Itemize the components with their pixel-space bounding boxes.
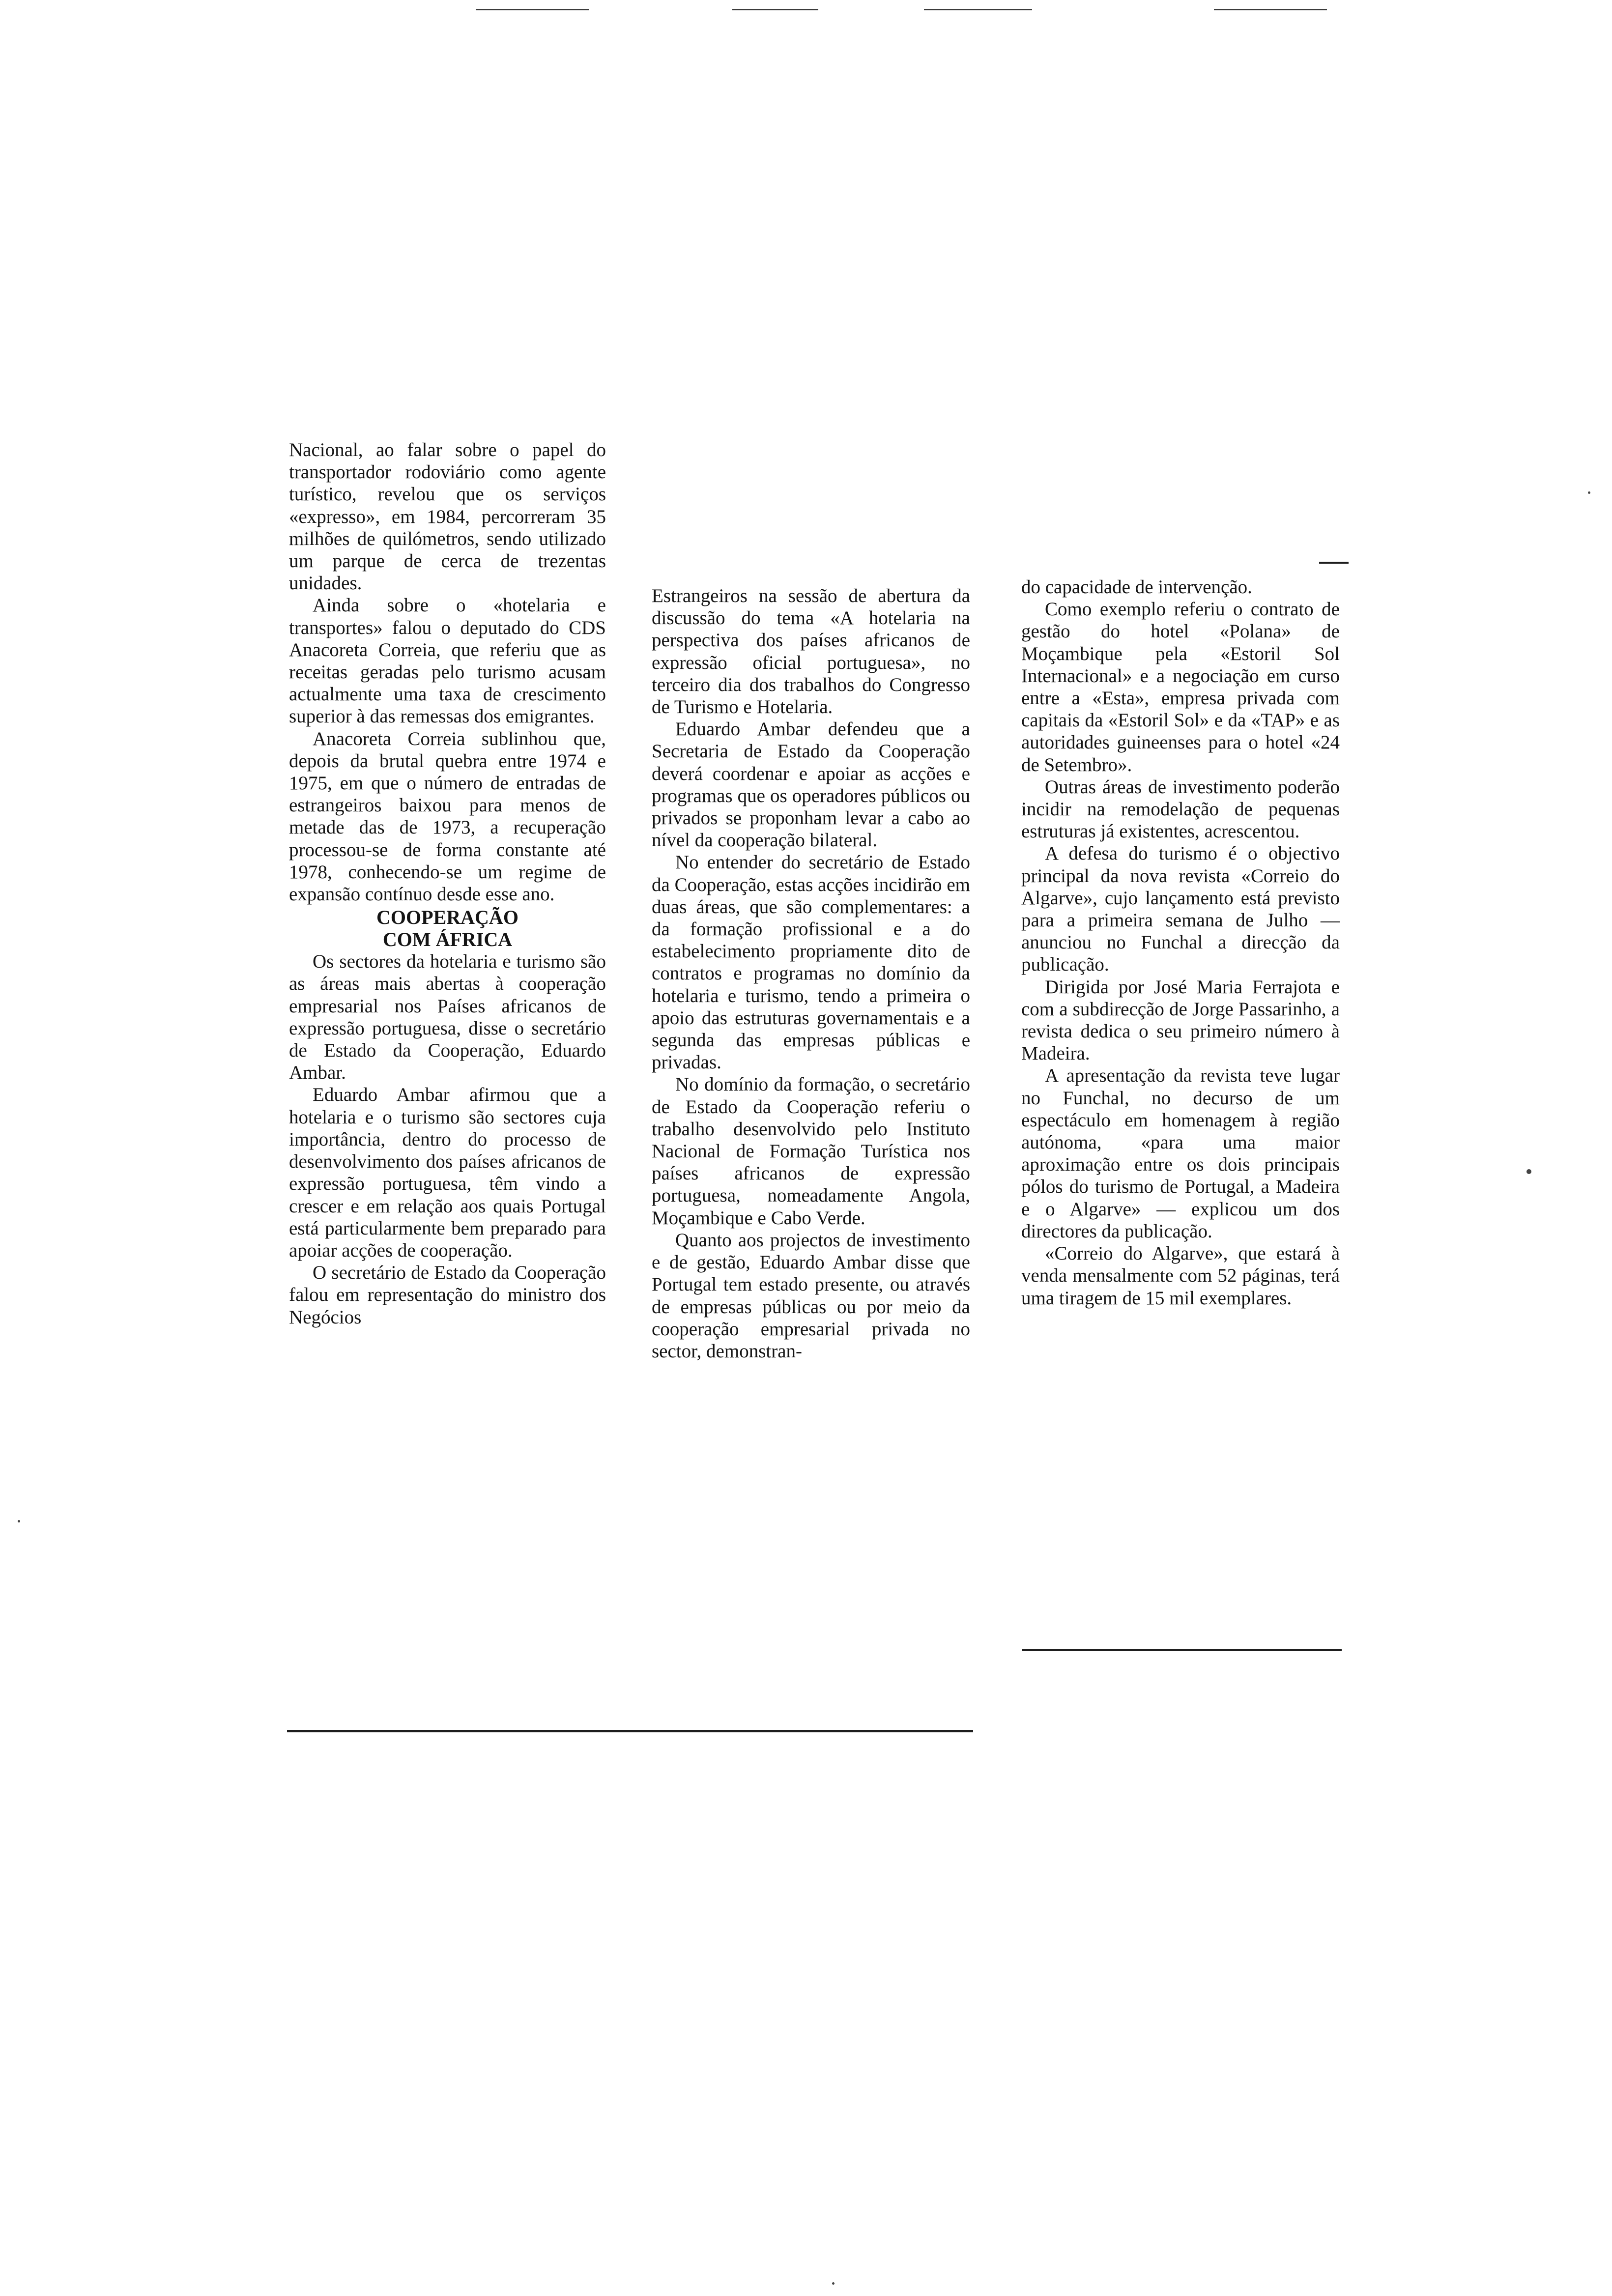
section-heading-line: COM ÁFRICA xyxy=(382,928,513,951)
paragraph: Ainda sobre o «hotelaria e transportes» falou o deputado do CDS Anacoreta Correia, que referiu que as receitas geradas pelo turismo acusam actualmente uma taxa de crescimento superior à das remessas dos emigrantes. xyxy=(289,595,606,727)
paragraph: Outras áreas de investimento poderão incidir na remodelação de pequenas estruturas já existentes, acrescentou. xyxy=(1021,776,1340,842)
column-end-rule xyxy=(287,1730,973,1732)
scan-speck xyxy=(1526,1169,1531,1174)
article-column-2 xyxy=(652,585,970,1362)
paragraph: No entender do secretário de Estado da Cooperação, estas acções incidirão em duas áreas, que são complementares: a da formação profissional e a do estabelecimento propriamente dito de contratos e programas no domínio da hotelaria e turismo, tendo a primeira o apoio das estruturas governamentais e a segunda das empresas públicas e privadas. xyxy=(652,852,970,1073)
paragraph: Como exemplo referiu o contrato de gestão do hotel «Polana» de Moçambique pela «Estoril Sol Internacional» e a negociação em curso entre a «Esta», empresa privada com capitais da «Estoril Sol» e da «TAP» e as autoridades guineenses para o hotel «24 de Setembro». xyxy=(1021,599,1340,775)
paragraph: Estrangeiros na sessão de abertura da discussão do tema «A hotelaria na perspectiva dos países africanos de expressão oficial portuguesa», no terceiro dia dos trabalhos do Congresso de Turismo e Hotelaria. xyxy=(652,585,970,718)
paragraph: Eduardo Ambar defendeu que a Secretaria de Estado da Cooperação deverá coordenar e apoiar as acções e programas que os operadores públicos ou privados se proponham levar a cabo ao nível da cooperação bilateral. xyxy=(652,718,970,851)
paragraph: No domínio da formação, o secretário de Estado da Cooperação referiu o trabalho desenvolvido pelo Instituto Nacional de Formação Turística nos países africanos de expressão portuguesa, nomeadamente Angola, Moçambique e Cabo Verde. xyxy=(652,1074,970,1229)
paragraph: do capacidade de intervenção. xyxy=(1021,576,1252,598)
scan-speck xyxy=(832,2282,835,2285)
article-column-1 xyxy=(289,439,606,1328)
scan-artifact-line xyxy=(1214,9,1327,10)
paragraph: O secretário de Estado da Cooperação falou em representação do ministro dos Negócios xyxy=(289,1262,606,1328)
section-heading xyxy=(289,906,606,950)
paragraph: Quanto aos projectos de investimento e de gestão, Eduardo Ambar disse que Portugal tem estado presente, ou através de empresas públicas ou por meio da cooperação empresarial privada no sector, demonstran- xyxy=(652,1229,970,1362)
column-end-rule xyxy=(1022,1649,1342,1651)
section-heading-line: COOPERAÇÃO xyxy=(376,906,518,929)
paragraph: Nacional, ao falar sobre o papel do transportador rodoviário como agente turístico, revelou que os serviços «expresso», em 1984, percorreram 35 milhões de quilómetros, sendo utilizado um parque de cerca de trezentas unidades. xyxy=(289,439,606,594)
paragraph: Anacoreta Correia sublinhou que, depois da brutal quebra entre 1974 e 1975, em que o número de entradas de estrangeiros baixou para menos de metade das de 1973, a recuperação processou-se de forma constante até 1978, conhecendo-se um regime de expansão contínuo desde esse ano. xyxy=(289,728,606,905)
article-column-3 xyxy=(1021,576,1340,1309)
paragraph: A apresentação da revista teve lugar no Funchal, no decurso de um espectáculo em homenagem à região autónoma, «para uma maior aproximação entre os dois principais pólos do turismo de Portugal, a Madeira e o Algarve» — explicou um dos directores da publicação. xyxy=(1021,1065,1340,1242)
scan-artifact-line xyxy=(476,9,589,10)
paragraph: Dirigida por José Maria Ferrajota e com a subdirecção de Jorge Passarinho, a revista dedica o seu primeiro número à Madeira. xyxy=(1021,976,1340,1064)
scan-artifact-line xyxy=(924,9,1032,10)
scan-speck xyxy=(1588,491,1590,494)
paragraph: Eduardo Ambar afirmou que a hotelaria e o turismo são sectores cuja importância, dentro do processo de desenvolvimento dos países africanos de expressão portuguesa, têm vindo a crescer e em relação aos quais Portugal está particularmente bem preparado para apoiar acções de cooperação. xyxy=(289,1084,606,1261)
scan-speck xyxy=(18,1520,20,1522)
paragraph: A defesa do turismo é o objectivo principal da nova revista «Correio do Algarve», cujo lançamento está previsto para a primeira semana de Julho — anunciou no Funchal a direcção da publicação. xyxy=(1021,843,1340,976)
paragraph: «Correio do Algarve», que estará à venda mensalmente com 52 páginas, terá uma tiragem de 15 mil exemplares. xyxy=(1021,1243,1340,1309)
scan-artifact-line xyxy=(732,9,818,10)
paragraph: Os sectores da hotelaria e turismo são as áreas mais abertas à cooperação empresarial nos Países africanos de expressão portuguesa, disse o secretário de Estado da Cooperação, Eduardo Ambar. xyxy=(289,951,606,1084)
top-corner-rule xyxy=(1319,562,1349,564)
